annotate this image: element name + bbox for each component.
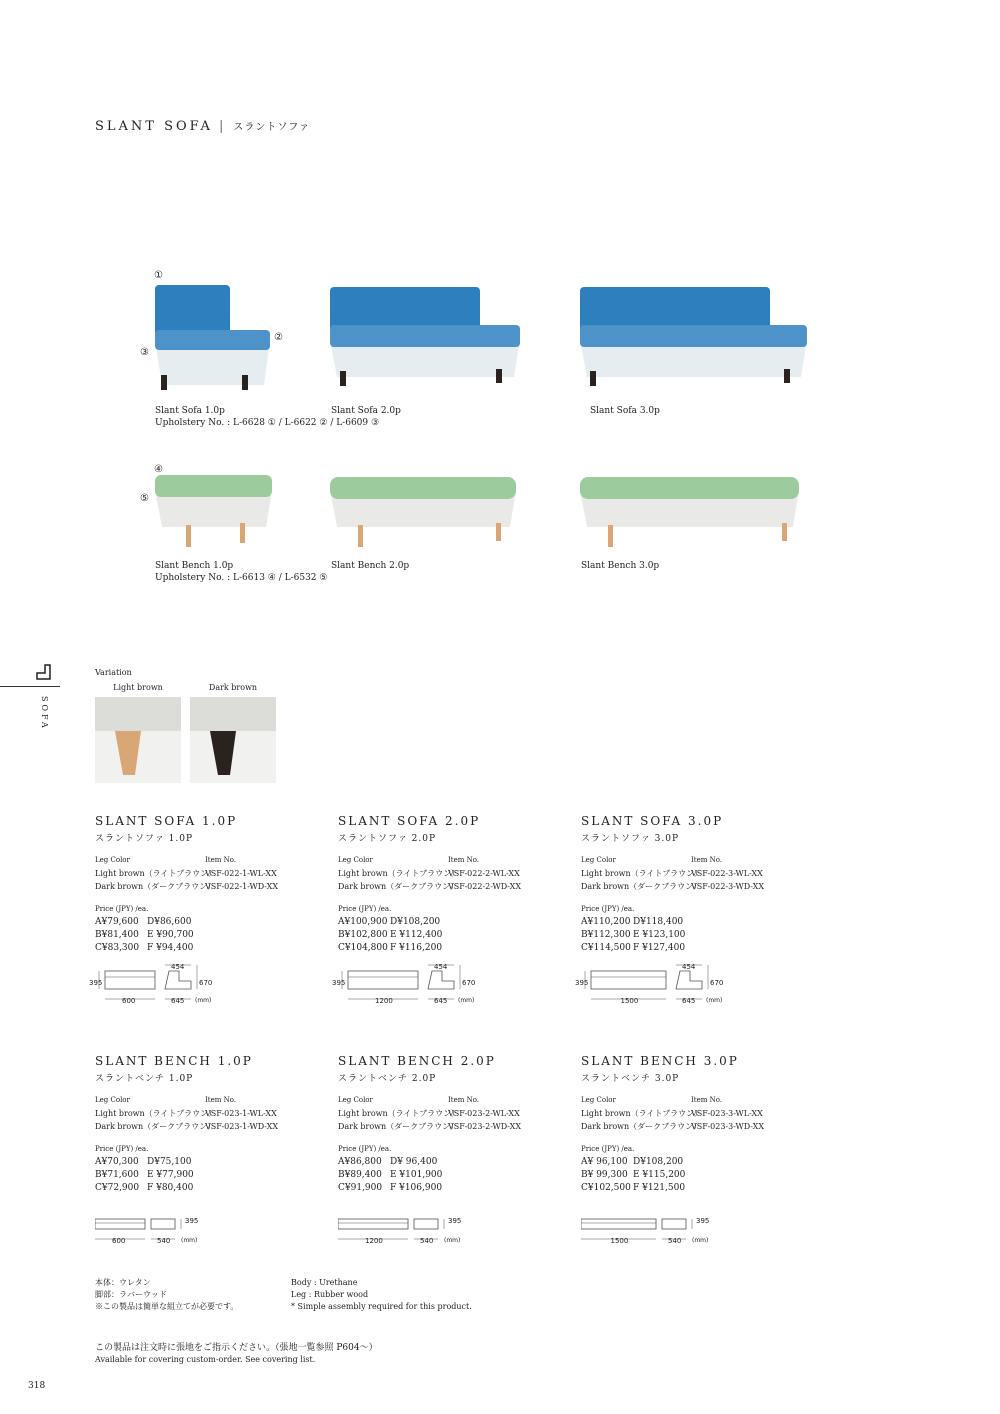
price-d: D¥118,400 — [633, 917, 684, 927]
sofa-spec-block — [332, 814, 573, 1015]
light-brown-leg-swatch — [95, 697, 181, 783]
dim-width: 1200 — [375, 997, 393, 1005]
dim-width: 1200 — [365, 1237, 383, 1245]
dimension-drawing — [338, 1201, 488, 1251]
marker-2: ② — [274, 332, 283, 343]
dimension-drawing — [581, 1201, 731, 1251]
product-title: SLANT SOFA 2.0P — [338, 814, 481, 828]
price-d: D¥75,100 — [147, 1157, 192, 1167]
item-no-light: VSF-023-1-WL-XX — [205, 1109, 277, 1118]
sofa-icon — [36, 664, 52, 680]
price-c: C¥102,500 — [581, 1183, 631, 1193]
price-c: C¥114,500 — [581, 943, 631, 953]
leg-color-light: Light brown（ライトブラウン） — [95, 1109, 217, 1118]
dim-total-height: 670 — [710, 979, 724, 987]
price-list — [338, 903, 573, 955]
footer-note — [95, 1342, 378, 1366]
dim-depth: 540 — [157, 1237, 171, 1245]
dim-width: 600 — [122, 997, 136, 1005]
sofa-2-image — [330, 287, 520, 386]
dim-depth-top: 454 — [171, 963, 185, 971]
materials-jp — [95, 1277, 238, 1313]
bench-2-image — [330, 477, 516, 547]
item-no-header: Item No. — [205, 1096, 237, 1104]
price-b: B¥81,400 — [95, 930, 139, 940]
leg-color-light: Light brown（ライトブラウン） — [338, 1109, 460, 1118]
price-list — [95, 1143, 330, 1195]
item-no-light: VSF-023-2-WL-XX — [448, 1109, 520, 1118]
leg-color-dark: Dark brown（ダークブラウン） — [95, 882, 216, 891]
leg-color-dark: Dark brown（ダークブラウン） — [338, 1122, 459, 1131]
price-f: F ¥116,200 — [390, 943, 443, 953]
price-e: E ¥112,400 — [390, 930, 443, 940]
bench-spec-block — [581, 1054, 816, 1255]
price-a: A¥79,600 — [95, 917, 139, 927]
item-no-light: VSF-022-1-WL-XX — [205, 869, 277, 878]
item-no-dark: VSF-022-2-WD-XX — [448, 882, 522, 891]
marker-3: ③ — [140, 347, 149, 358]
bench-3-image — [580, 477, 799, 547]
leg-color-light: Light brown（ライトブラウン） — [581, 1109, 703, 1118]
price-label: Price (JPY) /ea. — [581, 1145, 635, 1153]
leg-color-dark: Dark brown（ダークブラウン） — [581, 1122, 702, 1131]
sofa-photos — [140, 265, 840, 395]
leg-color-dark: Dark brown（ダークブラウン） — [95, 1122, 216, 1131]
product-title-jp: スラントベンチ 3.0P — [581, 1074, 680, 1084]
dim-height: 395 — [185, 1217, 199, 1225]
price-label: Price (JPY) /ea. — [95, 905, 149, 913]
dim-depth: 645 — [171, 997, 185, 1005]
dim-height: 395 — [448, 1217, 462, 1225]
item-no-dark: VSF-023-2-WD-XX — [448, 1122, 522, 1131]
price-c: C¥83,300 — [95, 943, 140, 953]
sofa-1-name: Slant Sofa 1.0p — [155, 406, 225, 416]
sofa-2-caption: Slant Sofa 2.0p — [331, 406, 401, 416]
dim-total-height: 670 — [462, 979, 476, 987]
variation-dark-label: Dark brown — [208, 683, 258, 692]
material-leg-jp: 脚部：ラバーウッド — [95, 1290, 167, 1299]
price-e: E ¥115,200 — [633, 1170, 686, 1180]
product-title-jp: スラントソファ 3.0P — [581, 834, 680, 844]
price-e: E ¥123,100 — [633, 930, 686, 940]
price-e: E ¥101,900 — [390, 1170, 443, 1180]
title-separator: | — [218, 119, 224, 134]
item-no-header: Item No. — [691, 856, 723, 864]
sofa-1-upholstery: Upholstery No. : L-6628 ① / L-6622 ② / L-6609 ③ — [155, 418, 380, 428]
dim-depth: 645 — [682, 997, 696, 1005]
price-d: D¥86,600 — [147, 917, 192, 927]
price-f: F ¥127,400 — [633, 943, 686, 953]
sofa-1-image — [155, 285, 270, 390]
dim-depth: 645 — [434, 997, 448, 1005]
material-leg-en: Leg : Rubber wood — [291, 1290, 369, 1299]
dim-width: 1500 — [620, 997, 639, 1005]
item-no-light: VSF-022-2-WL-XX — [448, 869, 520, 878]
dim-total-height: 670 — [199, 979, 213, 987]
assembly-note-jp: ※この製品は簡単な組立てが必要です。 — [95, 1302, 239, 1311]
price-b: B¥71,600 — [95, 1170, 139, 1180]
price-a: A¥ 96,100 — [581, 1157, 628, 1167]
price-f: F ¥94,400 — [147, 943, 194, 953]
item-no-dark: VSF-022-3-WD-XX — [691, 882, 765, 891]
item-no-header: Item No. — [205, 856, 237, 864]
bench-1-image — [155, 475, 272, 547]
page-number: 318 — [28, 1381, 46, 1391]
price-f: F ¥121,500 — [633, 1183, 686, 1193]
leg-color-light: Light brown（ライトブラウン） — [95, 869, 217, 878]
price-b: B¥102,800 — [338, 930, 388, 940]
price-label: Price (JPY) /ea. — [338, 1145, 392, 1153]
leg-color-table — [338, 1094, 573, 1133]
product-title: SLANT BENCH 1.0P — [95, 1054, 253, 1068]
bench-2-caption: Slant Bench 2.0p — [331, 561, 410, 571]
price-b: B¥89,400 — [338, 1170, 382, 1180]
page-title — [95, 118, 310, 134]
dim-unit: (mm) — [692, 1237, 709, 1244]
leg-color-header: Leg Color — [95, 856, 130, 864]
dim-height: 395 — [696, 1217, 710, 1225]
item-no-dark: VSF-023-3-WD-XX — [691, 1122, 765, 1131]
dim-unit: (mm) — [706, 997, 723, 1004]
material-body-en: Body : Urethane — [291, 1278, 358, 1287]
dim-width: 1500 — [610, 1237, 629, 1245]
price-list — [95, 903, 330, 955]
bench-3-caption: Slant Bench 3.0p — [581, 561, 660, 571]
materials-en — [291, 1277, 472, 1313]
leg-color-header: Leg Color — [338, 856, 373, 864]
footer-note-jp: この製品は注文時に張地をご指示ください。（張地一覧参照 P604～） — [95, 1343, 378, 1353]
item-no-header: Item No. — [691, 1096, 723, 1104]
price-b: B¥112,300 — [581, 930, 631, 940]
leg-color-header: Leg Color — [581, 1096, 616, 1104]
dim-depth: 540 — [668, 1237, 682, 1245]
price-d: D¥108,200 — [390, 917, 441, 927]
item-no-header: Item No. — [448, 856, 480, 864]
dim-height: 395 — [575, 979, 589, 987]
price-e: E ¥90,700 — [147, 930, 194, 940]
price-d: D¥108,200 — [633, 1157, 684, 1167]
leg-color-header: Leg Color — [338, 1096, 373, 1104]
sofa-3-caption: Slant Sofa 3.0p — [590, 406, 660, 416]
dim-unit: (mm) — [444, 1237, 461, 1244]
sofa-3-image — [580, 287, 807, 386]
title-en: SLANT SOFA — [95, 119, 213, 134]
bench-photos — [140, 465, 840, 555]
leg-color-table — [581, 1094, 816, 1133]
dim-width: 600 — [112, 1237, 126, 1245]
price-d: D¥ 96,400 — [390, 1157, 438, 1167]
price-label: Price (JPY) /ea. — [581, 905, 635, 913]
leg-color-table — [338, 854, 573, 893]
leg-color-dark: Dark brown（ダークブラウン） — [338, 882, 459, 891]
item-no-light: VSF-022-3-WL-XX — [691, 869, 763, 878]
price-f: F ¥80,400 — [147, 1183, 194, 1193]
item-no-dark: VSF-022-1-WD-XX — [205, 882, 279, 891]
price-c: C¥72,900 — [95, 1183, 140, 1193]
price-b: B¥ 99,300 — [581, 1170, 628, 1180]
price-a: A¥100,900 — [338, 917, 388, 927]
side-tab-label: SOFA — [40, 696, 49, 731]
price-a: A¥70,300 — [95, 1157, 139, 1167]
leg-color-light: Light brown（ライトブラウン） — [338, 869, 460, 878]
leg-color-header: Leg Color — [95, 1096, 130, 1104]
bench-spec-block — [95, 1054, 330, 1255]
price-f: F ¥106,900 — [390, 1183, 443, 1193]
leg-color-light: Light brown（ライトブラウン） — [581, 869, 703, 878]
dim-height: 395 — [332, 979, 346, 987]
product-title-jp: スラントソファ 1.0P — [95, 834, 194, 844]
price-a: A¥110,200 — [581, 917, 631, 927]
dim-unit: (mm) — [195, 997, 212, 1004]
dim-height: 395 — [89, 979, 103, 987]
dim-depth-top: 454 — [682, 963, 696, 971]
product-title-jp: スラントベンチ 2.0P — [338, 1074, 437, 1084]
item-no-dark: VSF-023-1-WD-XX — [205, 1122, 279, 1131]
product-title: SLANT SOFA 3.0P — [581, 814, 724, 828]
sofa-spec-block — [89, 814, 330, 1015]
side-tab — [0, 664, 60, 774]
product-title: SLANT BENCH 2.0P — [338, 1054, 496, 1068]
price-c: C¥104,800 — [338, 943, 388, 953]
footer-note-en: Available for covering custom-order. See covering list. — [95, 1355, 316, 1364]
dark-brown-leg-swatch — [190, 697, 276, 783]
leg-color-header: Leg Color — [581, 856, 616, 864]
leg-color-table — [95, 854, 330, 893]
leg-color-table — [95, 1094, 330, 1133]
bench-spec-block — [338, 1054, 573, 1255]
price-a: A¥86,800 — [338, 1157, 382, 1167]
material-body-jp: 本体：ウレタン — [95, 1278, 151, 1287]
marker-1: ① — [154, 270, 163, 281]
variation-light-label: Light brown — [113, 683, 163, 692]
bench-1-upholstery: Upholstery No. : L-6613 ④ / L-6532 ⑤ — [155, 573, 328, 583]
product-title-jp: スラントベンチ 1.0P — [95, 1074, 194, 1084]
leg-color-dark: Dark brown（ダークブラウン） — [581, 882, 702, 891]
assembly-note-en: * Simple assembly required for this product. — [291, 1302, 472, 1311]
price-list — [581, 1143, 816, 1195]
marker-5: ⑤ — [140, 493, 149, 504]
dimension-drawing — [95, 961, 245, 1011]
product-title: SLANT BENCH 3.0P — [581, 1054, 739, 1068]
sofa-spec-block — [575, 814, 816, 1015]
dim-depth-top: 454 — [434, 963, 448, 971]
dim-unit: (mm) — [458, 997, 475, 1004]
side-tab-rule — [0, 686, 60, 687]
item-no-light: VSF-023-3-WL-XX — [691, 1109, 763, 1118]
item-no-header: Item No. — [448, 1096, 480, 1104]
bench-1-caption — [155, 560, 327, 584]
price-label: Price (JPY) /ea. — [338, 905, 392, 913]
bench-1-name: Slant Bench 1.0p — [155, 561, 234, 571]
product-title: SLANT SOFA 1.0P — [95, 814, 238, 828]
price-list — [581, 903, 816, 955]
dim-depth: 540 — [420, 1237, 434, 1245]
price-e: E ¥77,900 — [147, 1170, 194, 1180]
price-list — [338, 1143, 573, 1195]
dim-unit: (mm) — [181, 1237, 198, 1244]
variation-title: Variation — [95, 668, 132, 677]
marker-4: ④ — [154, 464, 163, 475]
price-c: C¥91,900 — [338, 1183, 383, 1193]
title-jp: スラントソファ — [233, 122, 311, 133]
leg-color-table — [581, 854, 816, 893]
price-label: Price (JPY) /ea. — [95, 1145, 149, 1153]
product-title-jp: スラントソファ 2.0P — [338, 834, 437, 844]
